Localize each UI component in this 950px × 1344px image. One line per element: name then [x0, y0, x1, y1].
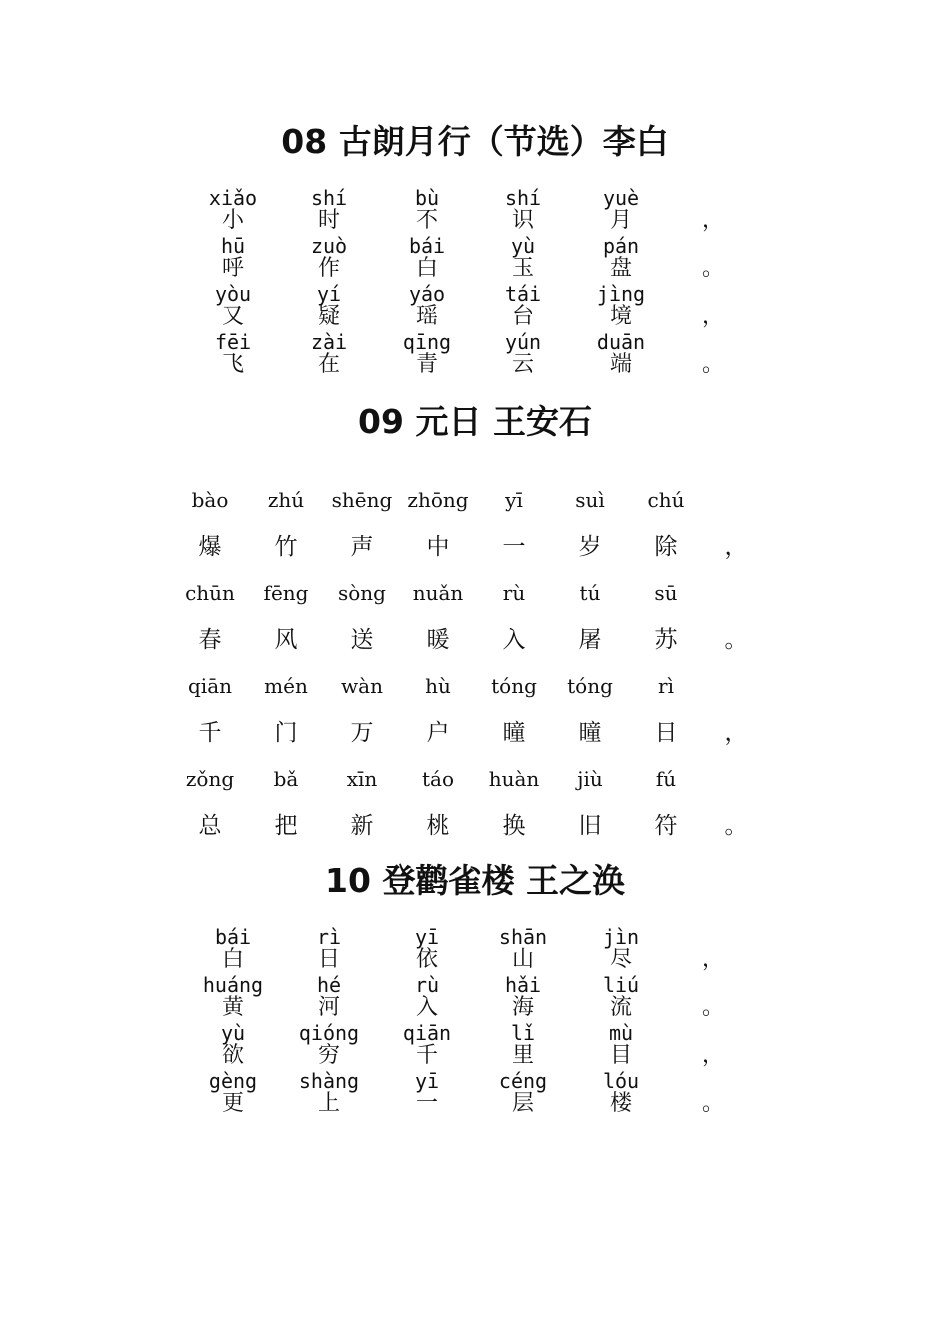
pinyin-syllable: tú: [579, 581, 601, 605]
hanzi-character: 小: [221, 208, 245, 233]
hanzi-character: 送: [350, 627, 374, 653]
hanzi-character: 旧: [578, 813, 602, 839]
hanzi-character: 户: [426, 720, 450, 746]
pinyin-syllable: huáng: [202, 973, 264, 997]
pinyin-syllable: mén: [264, 674, 308, 698]
hanzi-character: 飞: [221, 352, 245, 377]
pinyin-syllable: rù: [502, 581, 526, 605]
hanzi-character: 新: [350, 813, 374, 839]
hanzi-character: 屠: [578, 627, 602, 653]
hanzi-character: 黄: [221, 995, 245, 1020]
pinyin-syllable: jiù: [577, 767, 603, 791]
pinyin-syllable: qiān: [187, 674, 233, 698]
pinyin-syllable: fú: [655, 767, 677, 791]
line-punctuation: 。: [724, 813, 748, 839]
pinyin-syllable: zài: [310, 330, 348, 354]
hanzi-character: 暖: [426, 627, 450, 653]
hanzi-character: 千: [198, 720, 222, 746]
hanzi-character: 呼: [221, 256, 245, 281]
pinyin-syllable: suì: [575, 488, 605, 512]
pinyin-syllable: lóu: [602, 1069, 640, 1093]
hanzi-character: 又: [221, 304, 245, 329]
hanzi-character: 春: [198, 627, 222, 653]
hanzi-character: 河: [317, 995, 341, 1020]
hanzi-character: 竹: [274, 534, 298, 560]
pinyin-syllable: tái: [504, 282, 542, 306]
pinyin-syllable: fēng: [263, 581, 309, 605]
line-punctuation: ，: [701, 208, 725, 233]
pinyin-syllable: yòu: [214, 282, 252, 306]
line-punctuation: ，: [701, 1043, 725, 1068]
pinyin-syllable: shēng: [331, 488, 393, 512]
hanzi-character: 万: [350, 720, 374, 746]
pinyin-syllable: yī: [414, 925, 440, 949]
pinyin-syllable: shān: [498, 925, 548, 949]
line-punctuation: 。: [701, 352, 725, 377]
hanzi-character: 岁: [578, 534, 602, 560]
hanzi-character: 爆: [198, 534, 222, 560]
pinyin-syllable: yí: [316, 282, 342, 306]
poem-title-09: 09 元日 王安石: [358, 402, 592, 441]
hanzi-character: 尽: [609, 947, 633, 972]
line-punctuation: 。: [701, 1091, 725, 1116]
pinyin-syllable: yù: [510, 234, 536, 258]
hanzi-character: 中: [426, 534, 450, 560]
pinyin-syllable: zhōng: [407, 488, 469, 512]
pinyin-syllable: gèng: [208, 1069, 258, 1093]
hanzi-character: 青: [415, 352, 439, 377]
pinyin-syllable: yù: [220, 1021, 246, 1045]
pinyin-syllable: chú: [647, 488, 685, 512]
pinyin-syllable: hǎi: [504, 973, 542, 997]
pinyin-syllable: hū: [220, 234, 246, 258]
pinyin-syllable: rì: [316, 925, 342, 949]
hanzi-character: 入: [502, 627, 526, 653]
pinyin-syllable: mù: [608, 1021, 634, 1045]
hanzi-character: 更: [221, 1091, 245, 1116]
pinyin-syllable: hù: [425, 674, 451, 698]
hanzi-character: 瑶: [415, 304, 439, 329]
hanzi-character: 日: [317, 947, 341, 972]
pinyin-syllable: shàng: [298, 1069, 360, 1093]
hanzi-character: 门: [274, 720, 298, 746]
pinyin-syllable: fēi: [214, 330, 252, 354]
hanzi-character: 桃: [426, 813, 450, 839]
pinyin-syllable: bái: [408, 234, 446, 258]
pinyin-syllable: liú: [602, 973, 640, 997]
pinyin-syllable: huàn: [488, 767, 540, 791]
hanzi-character: 千: [415, 1043, 439, 1068]
line-punctuation: ，: [701, 947, 725, 972]
hanzi-character: 流: [609, 995, 633, 1020]
hanzi-character: 入: [415, 995, 439, 1020]
pinyin-syllable: jìng: [596, 282, 646, 306]
hanzi-character: 玉: [511, 256, 535, 281]
hanzi-character: 盘: [609, 256, 633, 281]
hanzi-character: 声: [350, 534, 374, 560]
hanzi-character: 不: [415, 208, 439, 233]
hanzi-character: 日: [654, 720, 678, 746]
pinyin-syllable: yī: [414, 1069, 440, 1093]
pinyin-syllable: xiǎo: [208, 186, 258, 210]
pinyin-syllable: xīn: [346, 767, 378, 791]
pinyin-syllable: lǐ: [510, 1021, 536, 1045]
pinyin-syllable: qióng: [298, 1021, 360, 1045]
hanzi-character: 月: [609, 208, 633, 233]
hanzi-character: 识: [511, 208, 535, 233]
pinyin-syllable: bái: [214, 925, 252, 949]
pinyin-syllable: rì: [658, 674, 674, 698]
pinyin-syllable: qiān: [402, 1021, 452, 1045]
hanzi-character: 曈: [578, 720, 602, 746]
pinyin-syllable: sū: [654, 581, 678, 605]
hanzi-character: 云: [511, 352, 535, 377]
pinyin-syllable: jìn: [602, 925, 640, 949]
line-punctuation: 。: [701, 256, 725, 281]
hanzi-character: 总: [198, 813, 222, 839]
pinyin-syllable: qīng: [402, 330, 452, 354]
pinyin-syllable: zuò: [310, 234, 348, 258]
pinyin-syllable: zǒng: [185, 767, 235, 791]
pinyin-syllable: shí: [310, 186, 348, 210]
hanzi-character: 一: [502, 534, 526, 560]
hanzi-character: 里: [511, 1043, 535, 1068]
hanzi-character: 苏: [654, 627, 678, 653]
line-punctuation: ，: [701, 304, 725, 329]
line-punctuation: 。: [724, 627, 748, 653]
line-punctuation: 。: [701, 995, 725, 1020]
pinyin-syllable: nuǎn: [412, 581, 464, 605]
hanzi-character: 把: [274, 813, 298, 839]
pinyin-syllable: zhú: [267, 488, 305, 512]
hanzi-character: 穷: [317, 1043, 341, 1068]
poem-title-10: 10 登鹳雀楼 王之涣: [325, 861, 625, 900]
pinyin-syllable: tóng: [567, 674, 613, 698]
pinyin-syllable: rù: [414, 973, 440, 997]
pinyin-syllable: pán: [602, 234, 640, 258]
hanzi-character: 疑: [317, 304, 341, 329]
hanzi-character: 上: [317, 1091, 341, 1116]
hanzi-character: 海: [511, 995, 535, 1020]
hanzi-character: 端: [609, 352, 633, 377]
hanzi-character: 一: [415, 1091, 439, 1116]
hanzi-character: 风: [274, 627, 298, 653]
pinyin-syllable: wàn: [341, 674, 383, 698]
hanzi-character: 在: [317, 352, 341, 377]
hanzi-character: 白: [415, 256, 439, 281]
hanzi-character: 楼: [609, 1091, 633, 1116]
pinyin-syllable: yáo: [408, 282, 446, 306]
hanzi-character: 依: [415, 947, 439, 972]
pinyin-syllable: bǎ: [273, 767, 299, 791]
hanzi-character: 山: [511, 947, 535, 972]
hanzi-character: 台: [511, 304, 535, 329]
pinyin-syllable: shí: [504, 186, 542, 210]
pinyin-syllable: yī: [505, 488, 523, 512]
hanzi-character: 层: [511, 1091, 535, 1116]
pinyin-syllable: sòng: [338, 581, 386, 605]
hanzi-character: 时: [317, 208, 341, 233]
hanzi-character: 白: [221, 947, 245, 972]
hanzi-character: 除: [654, 534, 678, 560]
hanzi-character: 换: [502, 813, 526, 839]
hanzi-character: 符: [654, 813, 678, 839]
hanzi-character: 作: [317, 256, 341, 281]
pinyin-syllable: hé: [316, 973, 342, 997]
pinyin-syllable: yún: [504, 330, 542, 354]
pinyin-syllable: tóng: [491, 674, 537, 698]
pinyin-syllable: chūn: [185, 581, 235, 605]
pinyin-syllable: bù: [414, 186, 440, 210]
pinyin-syllable: táo: [421, 767, 455, 791]
hanzi-character: 境: [609, 304, 633, 329]
pinyin-syllable: céng: [498, 1069, 548, 1093]
hanzi-character: 曈: [502, 720, 526, 746]
poem-title-08: 08 古朗月行（节选）李白: [281, 122, 669, 161]
line-punctuation: ，: [724, 534, 748, 560]
pinyin-syllable: duān: [596, 330, 646, 354]
pinyin-syllable: yuè: [602, 186, 640, 210]
hanzi-character: 目: [609, 1043, 633, 1068]
pinyin-syllable: bào: [191, 488, 229, 512]
hanzi-character: 欲: [221, 1043, 245, 1068]
line-punctuation: ，: [724, 720, 748, 746]
